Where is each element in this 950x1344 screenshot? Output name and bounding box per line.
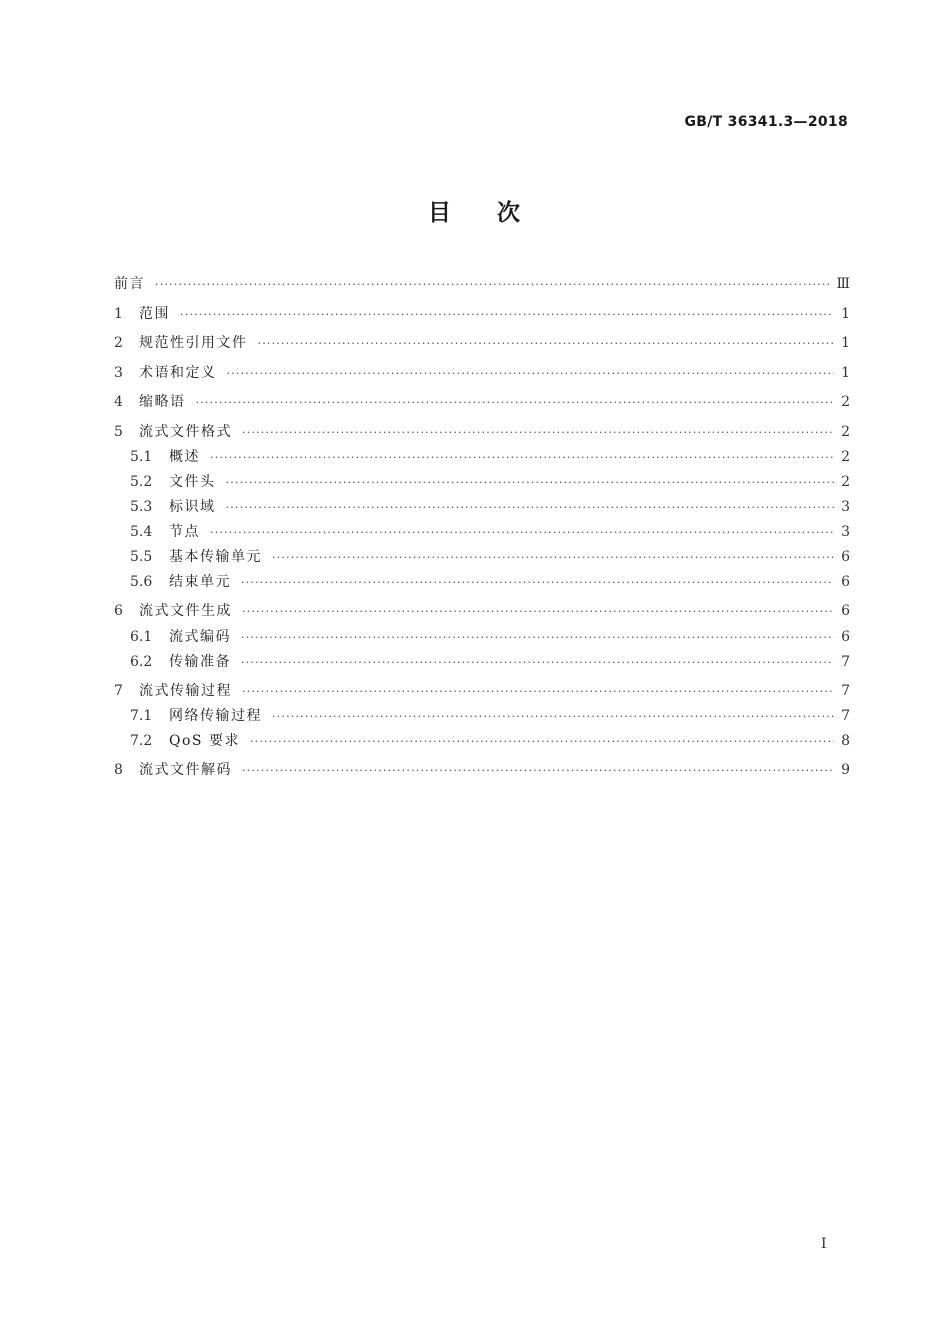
- page-number: I: [821, 1236, 827, 1252]
- toc-entry-page: 6: [841, 603, 850, 619]
- toc-entry[interactable]: [114, 472, 850, 497]
- toc-entry-label: 节点: [169, 524, 200, 540]
- toc-entry-label: 范围: [139, 305, 170, 322]
- toc-entry-page: 2: [841, 449, 850, 465]
- toc-leader-dots: [242, 682, 834, 702]
- toc-entry[interactable]: [114, 300, 850, 330]
- page-title: [0, 194, 950, 227]
- toc-entry-label: 流式传输过程: [139, 682, 232, 699]
- toc-entry[interactable]: [114, 270, 850, 300]
- standard-number: GB/T 36341.3—2018: [684, 114, 848, 130]
- toc-entry-page: 3: [841, 524, 850, 540]
- toc-entry[interactable]: [114, 547, 850, 572]
- toc-entry-label: 流式文件解码: [139, 762, 232, 778]
- toc-entry-label: 标识域: [169, 499, 216, 515]
- toc-entry-page: 7: [841, 682, 850, 699]
- toc-entry-number: 2: [114, 335, 123, 351]
- toc-entry-page: 1: [841, 305, 850, 322]
- toc-entry-label: 基本传输单元: [169, 549, 262, 565]
- toc-entry-page: 2: [841, 423, 850, 440]
- toc-entry-number: 5.4: [130, 524, 153, 540]
- toc-entry[interactable]: [114, 497, 850, 522]
- toc-entry-label: 规范性引用文件: [139, 335, 248, 351]
- toc-entry-label: 流式文件生成: [139, 603, 232, 619]
- toc-entry-label: 流式文件格式: [139, 423, 232, 440]
- toc-entry-number: 5: [114, 423, 123, 440]
- toc-entry-label: 术语和定义: [139, 364, 217, 381]
- toc-entry-number: 5.5: [130, 549, 153, 565]
- toc-entry-label: 概述: [169, 449, 200, 465]
- toc-entry-number: 7.2: [130, 733, 153, 749]
- toc-entry[interactable]: [114, 627, 850, 652]
- toc-entry[interactable]: [114, 731, 850, 756]
- toc-leader-dots: [272, 707, 834, 727]
- toc-entry-number: 4: [114, 394, 123, 410]
- toc-entry-number: 5.6: [130, 574, 153, 590]
- toc-entry-number: 6: [114, 603, 123, 619]
- toc-entry-number: 3: [114, 364, 123, 381]
- toc-entry[interactable]: [114, 706, 850, 731]
- toc-leader-dots: [180, 305, 834, 325]
- toc-leader-dots: [272, 548, 834, 568]
- toc-entry-number: 5.2: [130, 474, 153, 490]
- toc-entry[interactable]: [114, 756, 850, 786]
- toc-entry[interactable]: [114, 447, 850, 472]
- toc-entry-number: 1: [114, 305, 123, 322]
- table-of-contents: [114, 270, 850, 786]
- toc-entry-page: 1: [841, 364, 850, 381]
- toc-entry-page: 2: [841, 474, 850, 490]
- toc-entry-page: 9: [841, 762, 850, 778]
- toc-leader-dots: [226, 498, 835, 518]
- toc-entry-number: 6.2: [130, 653, 153, 670]
- toc-entry[interactable]: [114, 329, 850, 359]
- toc-entry-page: 6: [841, 574, 850, 590]
- toc-entry-label: 结束单元: [169, 574, 231, 590]
- toc-entry-label: 网络传输过程: [169, 708, 262, 724]
- toc-leader-dots: [210, 448, 834, 468]
- toc-leader-dots: [258, 334, 835, 354]
- toc-entry[interactable]: [114, 388, 850, 418]
- toc-leader-dots: [242, 423, 834, 443]
- toc-leader-dots: [196, 393, 835, 413]
- toc-leader-dots: [250, 732, 834, 752]
- toc-leader-dots: [241, 628, 834, 648]
- toc-leader-dots: [242, 761, 834, 781]
- toc-entry-label: 流式编码: [169, 628, 231, 645]
- toc-entry-number: 6.1: [130, 628, 153, 645]
- toc-entry[interactable]: [114, 652, 850, 677]
- toc-entry-label: 前言: [114, 276, 145, 292]
- toc-entry-page: Ⅲ: [836, 276, 850, 292]
- toc-leader-dots: [210, 523, 834, 543]
- toc-entry-page: 6: [841, 549, 850, 565]
- toc-entry-label: 文件头: [169, 474, 216, 490]
- toc-entry-page: 1: [841, 335, 850, 351]
- toc-entry-number: 5.1: [130, 449, 153, 465]
- toc-entry[interactable]: [114, 597, 850, 627]
- toc-leader-dots: [242, 602, 834, 622]
- toc-entry-number: 7: [114, 682, 123, 699]
- toc-entry-page: 7: [841, 653, 850, 670]
- toc-entry[interactable]: [114, 677, 850, 707]
- toc-entry-page: 2: [841, 394, 850, 410]
- toc-entry-label: QoS 要求: [169, 733, 240, 749]
- toc-entry[interactable]: [114, 359, 850, 389]
- toc-entry-page: 6: [841, 628, 850, 645]
- toc-entry-number: 5.3: [130, 499, 153, 515]
- toc-entry-page: 8: [841, 733, 850, 749]
- toc-entry[interactable]: [114, 522, 850, 547]
- title-char-1: 目: [428, 200, 453, 226]
- toc-leader-dots: [241, 573, 834, 593]
- toc-entry[interactable]: [114, 572, 850, 597]
- toc-entry-page: 3: [841, 499, 850, 515]
- toc-entry-label: 传输准备: [169, 653, 231, 670]
- title-char-2: 次: [497, 200, 522, 226]
- toc-leader-dots: [227, 364, 835, 384]
- toc-leader-dots: [155, 275, 830, 295]
- toc-entry-number: 8: [114, 762, 123, 778]
- toc-entry-page: 7: [841, 708, 850, 724]
- toc-leader-dots: [226, 473, 835, 493]
- toc-entry-label: 缩略语: [139, 394, 186, 410]
- toc-leader-dots: [241, 653, 834, 673]
- toc-entry-number: 7.1: [130, 708, 153, 724]
- toc-entry[interactable]: [114, 418, 850, 448]
